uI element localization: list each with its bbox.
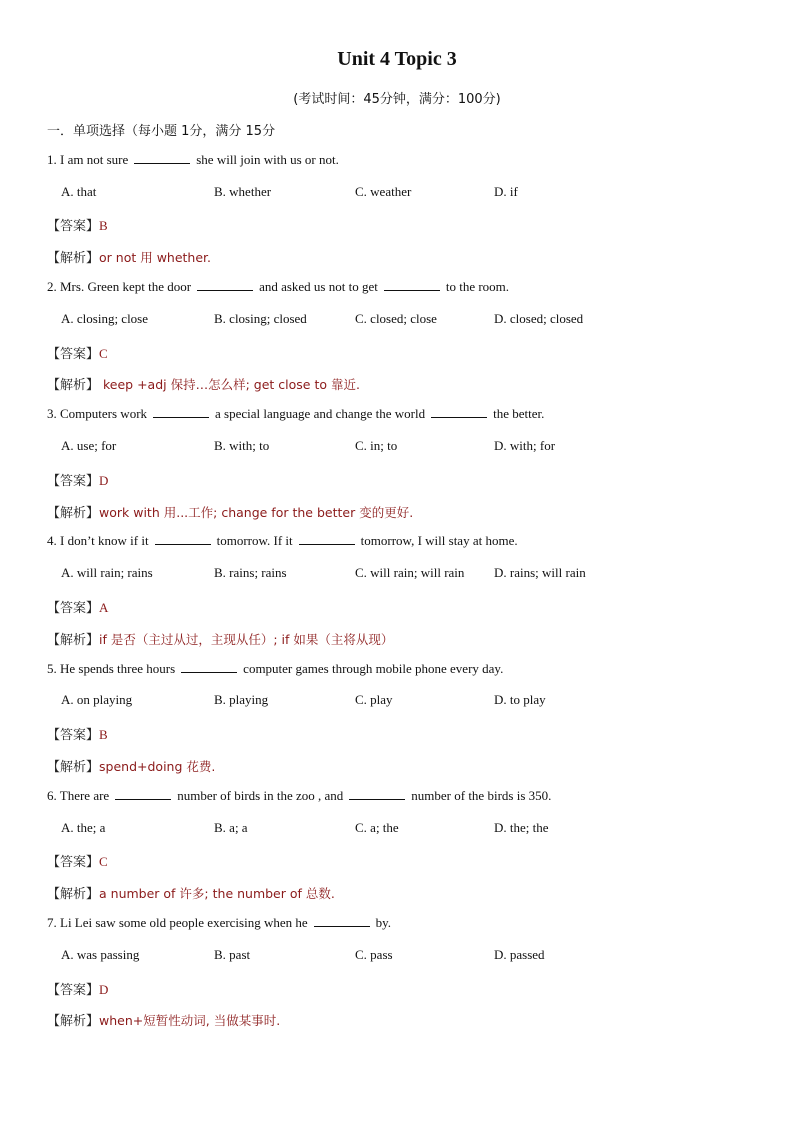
answer-blank: [155, 534, 211, 545]
explanation-label: 【解析】: [47, 251, 100, 266]
explanation-text: when+短暂性动词, 当做某事时.: [99, 1013, 281, 1028]
answer-line: [47, 724, 108, 743]
option-d: D. the; the: [494, 820, 549, 835]
option-c: C. weather: [355, 184, 412, 199]
question-text: by.: [375, 915, 392, 930]
explanation-line: [47, 756, 215, 775]
option-a: A. use; for: [61, 438, 117, 453]
option-c: C. pass: [355, 947, 393, 962]
option-b: B. past: [214, 947, 251, 962]
answer-blank: [314, 916, 370, 927]
answer-line: [47, 597, 108, 616]
answer-line: [47, 851, 108, 870]
question-text: computer games through mobile phone every day.: [243, 661, 504, 676]
page-title: Unit 4 Topic 3: [337, 48, 457, 70]
option-d: D. passed: [494, 947, 545, 962]
question-text: number of the birds is 350.: [411, 788, 552, 803]
option-d: D. rains; will rain: [494, 565, 586, 580]
question-text: number of birds in the zoo , and: [177, 788, 344, 803]
answer-value: C: [99, 346, 108, 361]
answer-value: D: [99, 982, 109, 997]
question-text: 4. I don’t know if it: [47, 533, 149, 548]
question-text: 1. I am not sure: [47, 152, 129, 167]
explanation-line: [47, 883, 335, 902]
option-c: C. play: [355, 692, 393, 707]
question-text: 5. He spends three hours: [47, 661, 176, 676]
answer-blank: [197, 280, 253, 291]
option-d: D. if: [494, 184, 518, 199]
explanation-label: 【解析】: [47, 887, 100, 902]
answer-blank: [431, 407, 487, 418]
option-d: D. with; for: [494, 438, 556, 453]
explanation-label: 【解析】: [47, 506, 100, 521]
explanation-label: 【解析】: [47, 378, 100, 393]
answer-blank: [299, 534, 355, 545]
option-d: D. to play: [494, 692, 546, 707]
answer-label: 【答案】: [47, 474, 100, 489]
explanation-text: keep +adj 保持…怎么样; get close to 靠近.: [99, 377, 360, 392]
explanation-label: 【解析】: [47, 1014, 100, 1029]
answer-line: [47, 979, 108, 998]
question-6: [47, 788, 551, 804]
answer-blank: [181, 662, 237, 673]
answer-label: 【答案】: [47, 728, 100, 743]
answer-label: 【答案】: [47, 347, 100, 362]
answer-value: B: [99, 218, 108, 233]
option-a: A. the; a: [61, 820, 106, 835]
answer-label: 【答案】: [47, 983, 100, 998]
question-2: [47, 279, 509, 295]
explanation-text: if 是否（主过从过，主现从任）; if 如果（主将从现）: [99, 632, 394, 647]
question-4: [47, 533, 518, 549]
question-text: 2. Mrs. Green kept the door: [47, 279, 192, 294]
option-b: B. closing; closed: [214, 311, 307, 326]
answer-label: 【答案】: [47, 601, 100, 616]
answer-blank: [153, 407, 209, 418]
option-b: B. a; a: [214, 820, 248, 835]
option-a: A. was passing: [61, 947, 140, 962]
explanation-line: [47, 374, 360, 393]
option-c: C. in; to: [355, 438, 398, 453]
question-1: [47, 152, 339, 168]
option-b: B. rains; rains: [214, 565, 287, 580]
explanation-label: 【解析】: [47, 633, 100, 648]
answer-line: [47, 343, 108, 362]
option-b: B. whether: [214, 184, 272, 199]
question-text: a special language and change the world: [215, 406, 426, 421]
question-text: and asked us not to get: [259, 279, 378, 294]
answer-label: 【答案】: [47, 219, 100, 234]
answer-value: A: [99, 600, 109, 615]
answer-label: 【答案】: [47, 855, 100, 870]
explanation-text: spend+doing 花费.: [99, 759, 216, 774]
option-d: D. closed; closed: [494, 311, 584, 326]
option-c: C. a; the: [355, 820, 399, 835]
explanation-line: [47, 629, 393, 648]
section-heading: 一．单项选择（每小题 1分，满分 15分: [47, 124, 276, 139]
answer-value: B: [99, 727, 108, 742]
explanation-line: [47, 247, 211, 266]
question-7: [47, 915, 391, 931]
exam-info: (考试时间：45分钟，满分：100分): [293, 92, 501, 107]
answer-blank: [384, 280, 440, 291]
answer-blank: [349, 789, 405, 800]
answer-value: D: [99, 473, 109, 488]
answer-value: C: [99, 854, 108, 869]
option-a: A. closing; close: [61, 311, 149, 326]
question-text: 3. Computers work: [47, 406, 148, 421]
question-text: tomorrow. If it: [216, 533, 293, 548]
option-a: A. that: [61, 184, 97, 199]
question-text: 6. There are: [47, 788, 110, 803]
option-a: A. will rain; rains: [61, 565, 153, 580]
answer-blank: [134, 153, 190, 164]
question-text: the better.: [493, 406, 545, 421]
option-c: C. closed; close: [355, 311, 437, 326]
explanation-text: or not 用 whether.: [99, 250, 212, 265]
explanation-line: [47, 502, 413, 521]
question-text: to the room.: [445, 279, 510, 294]
option-c: C. will rain; will rain: [355, 565, 465, 580]
question-text: 7. Li Lei saw some old people exercising when he: [47, 915, 308, 930]
question-3: [47, 406, 544, 422]
option-b: B. playing: [214, 692, 269, 707]
explanation-line: [47, 1010, 280, 1029]
option-b: B. with; to: [214, 438, 270, 453]
explanation-text: work with 用...工作; change for the better 变的更好.: [99, 505, 414, 520]
option-a: A. on playing: [61, 692, 133, 707]
question-text: she will join with us or not.: [196, 152, 339, 167]
answer-line: [47, 470, 108, 489]
question-text: tomorrow, I will stay at home.: [360, 533, 518, 548]
answer-line: [47, 215, 108, 234]
explanation-label: 【解析】: [47, 760, 100, 775]
question-5: [47, 661, 503, 677]
answer-blank: [115, 789, 171, 800]
explanation-text: a number of 许多; the number of 总数.: [99, 886, 335, 901]
